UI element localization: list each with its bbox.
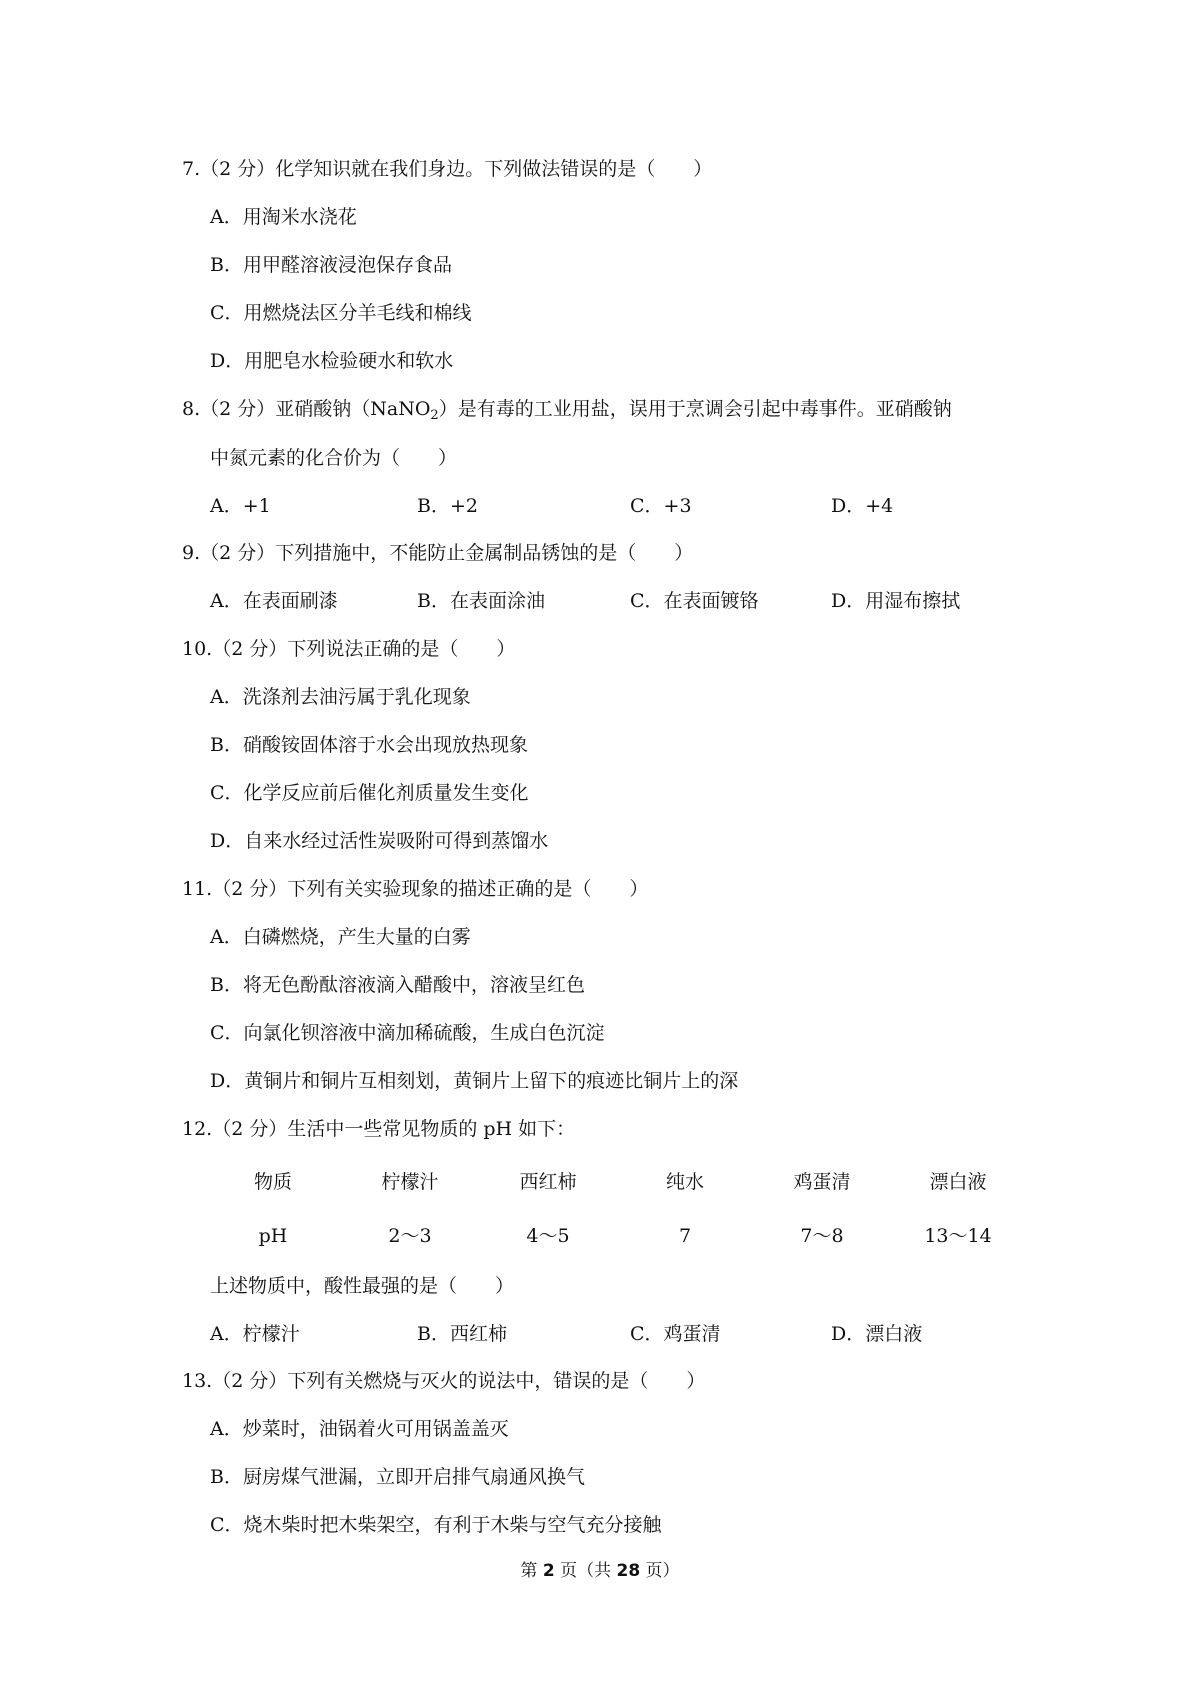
q8-stem-before: 8.（2 分）亚硝酸钠（NaNO	[182, 398, 431, 420]
footer-middle: 页（共	[554, 1561, 617, 1581]
q12-stem: 12.（2 分）生活中一些常见物质的 pH 如下：	[182, 1118, 576, 1140]
q8-option-c: C．+3	[630, 495, 692, 517]
q7-option-a: A．用淘米水浇花	[210, 206, 357, 228]
ph-table-cell: 7～8	[800, 1225, 844, 1247]
ph-table-header: 物质	[253, 1171, 292, 1193]
ph-table-cell: pH	[258, 1225, 288, 1247]
q12-option-d: D．漂白液	[831, 1323, 923, 1345]
footer-page-number: 2	[542, 1561, 555, 1581]
q7-option-c: C．用燃烧法区分羊毛线和棉线	[210, 302, 472, 324]
page-footer	[0, 1560, 1200, 1582]
q9-stem: 9.（2 分）下列措施中，不能防止金属制品锈蚀的是（ ）	[182, 542, 694, 564]
q11-stem: 11.（2 分）下列有关实验现象的描述正确的是（ ）	[182, 878, 649, 900]
q8-stem-after: ）是有毒的工业用盐，误用于烹调会引起中毒事件。亚硝酸钠	[438, 398, 952, 420]
q7-stem: 7.（2 分）化学知识就在我们身边。下列做法错误的是（ ）	[182, 158, 713, 180]
q12-option-b: B．西红柿	[417, 1323, 507, 1345]
ph-table-cell: 7	[678, 1225, 692, 1247]
ph-table-header: 鸡蛋清	[793, 1171, 851, 1193]
q12-option-c: C．鸡蛋清	[630, 1323, 721, 1345]
q13-stem: 13.（2 分）下列有关燃烧与灭火的说法中，错误的是（ ）	[182, 1370, 706, 1392]
q10-stem: 10.（2 分）下列说法正确的是（ ）	[182, 638, 516, 660]
q8-stem-subscript: 2	[430, 408, 439, 423]
q12-option-a: A．柠檬汁	[210, 1323, 300, 1345]
ph-table-cell: 2～3	[388, 1225, 432, 1247]
q11-option-d: D．黄铜片和铜片互相刻划，黄铜片上留下的痕迹比铜片上的深	[210, 1070, 739, 1092]
q8-stem-continued: 中氮元素的化合价为（ ）	[210, 447, 458, 469]
ph-table-header: 漂白液	[929, 1171, 987, 1193]
q11-option-a: A．白磷燃烧，产生大量的白雾	[210, 926, 471, 948]
footer-prefix: 第	[520, 1561, 543, 1581]
ph-table-header: 柠檬汁	[381, 1171, 439, 1193]
q9-option-a: A．在表面刷漆	[210, 590, 338, 612]
q12-stem-continued: 上述物质中，酸性最强的是（ ）	[210, 1275, 515, 1297]
q10-option-a: A．洗涤剂去油污属于乳化现象	[210, 686, 471, 708]
ph-table-header: 纯水	[665, 1171, 704, 1193]
q10-option-c: C．化学反应前后催化剂质量发生变化	[210, 782, 529, 804]
q10-option-b: B．硝酸铵固体溶于水会出现放热现象	[210, 734, 528, 756]
q9-option-b: B．在表面涂油	[417, 590, 545, 612]
q9-option-d: D．用湿布擦拭	[831, 590, 961, 612]
q8-stem	[182, 397, 952, 421]
q8-option-d: D．+4	[831, 495, 894, 517]
q9-option-c: C．在表面镀铬	[630, 590, 759, 612]
footer-total-pages: 28	[616, 1561, 641, 1581]
ph-table-cell: 4～5	[526, 1225, 570, 1247]
q7-option-d: D．用肥皂水检验硬水和软水	[210, 350, 454, 372]
q13-option-c: C．烧木柴时把木柴架空，有利于木柴与空气充分接触	[210, 1514, 662, 1536]
q11-option-b: B．将无色酚酞溶液滴入醋酸中，溶液呈红色	[210, 974, 585, 996]
ph-table-cell: 13～14	[924, 1225, 992, 1247]
q11-option-c: C．向氯化钡溶液中滴加稀硫酸，生成白色沉淀	[210, 1022, 605, 1044]
q8-option-a: A．+1	[210, 495, 271, 517]
q10-option-d: D．自来水经过活性炭吸附可得到蒸馏水	[210, 830, 549, 852]
q13-option-a: A．炒菜时，油锅着火可用锅盖盖灭	[210, 1418, 509, 1440]
footer-suffix: 页）	[640, 1561, 680, 1581]
ph-table-header: 西红柿	[519, 1171, 577, 1193]
q8-option-b: B．+2	[417, 495, 478, 517]
q13-option-b: B．厨房煤气泄漏，立即开启排气扇通风换气	[210, 1466, 585, 1488]
q7-option-b: B．用甲醛溶液浸泡保存食品	[210, 254, 452, 276]
